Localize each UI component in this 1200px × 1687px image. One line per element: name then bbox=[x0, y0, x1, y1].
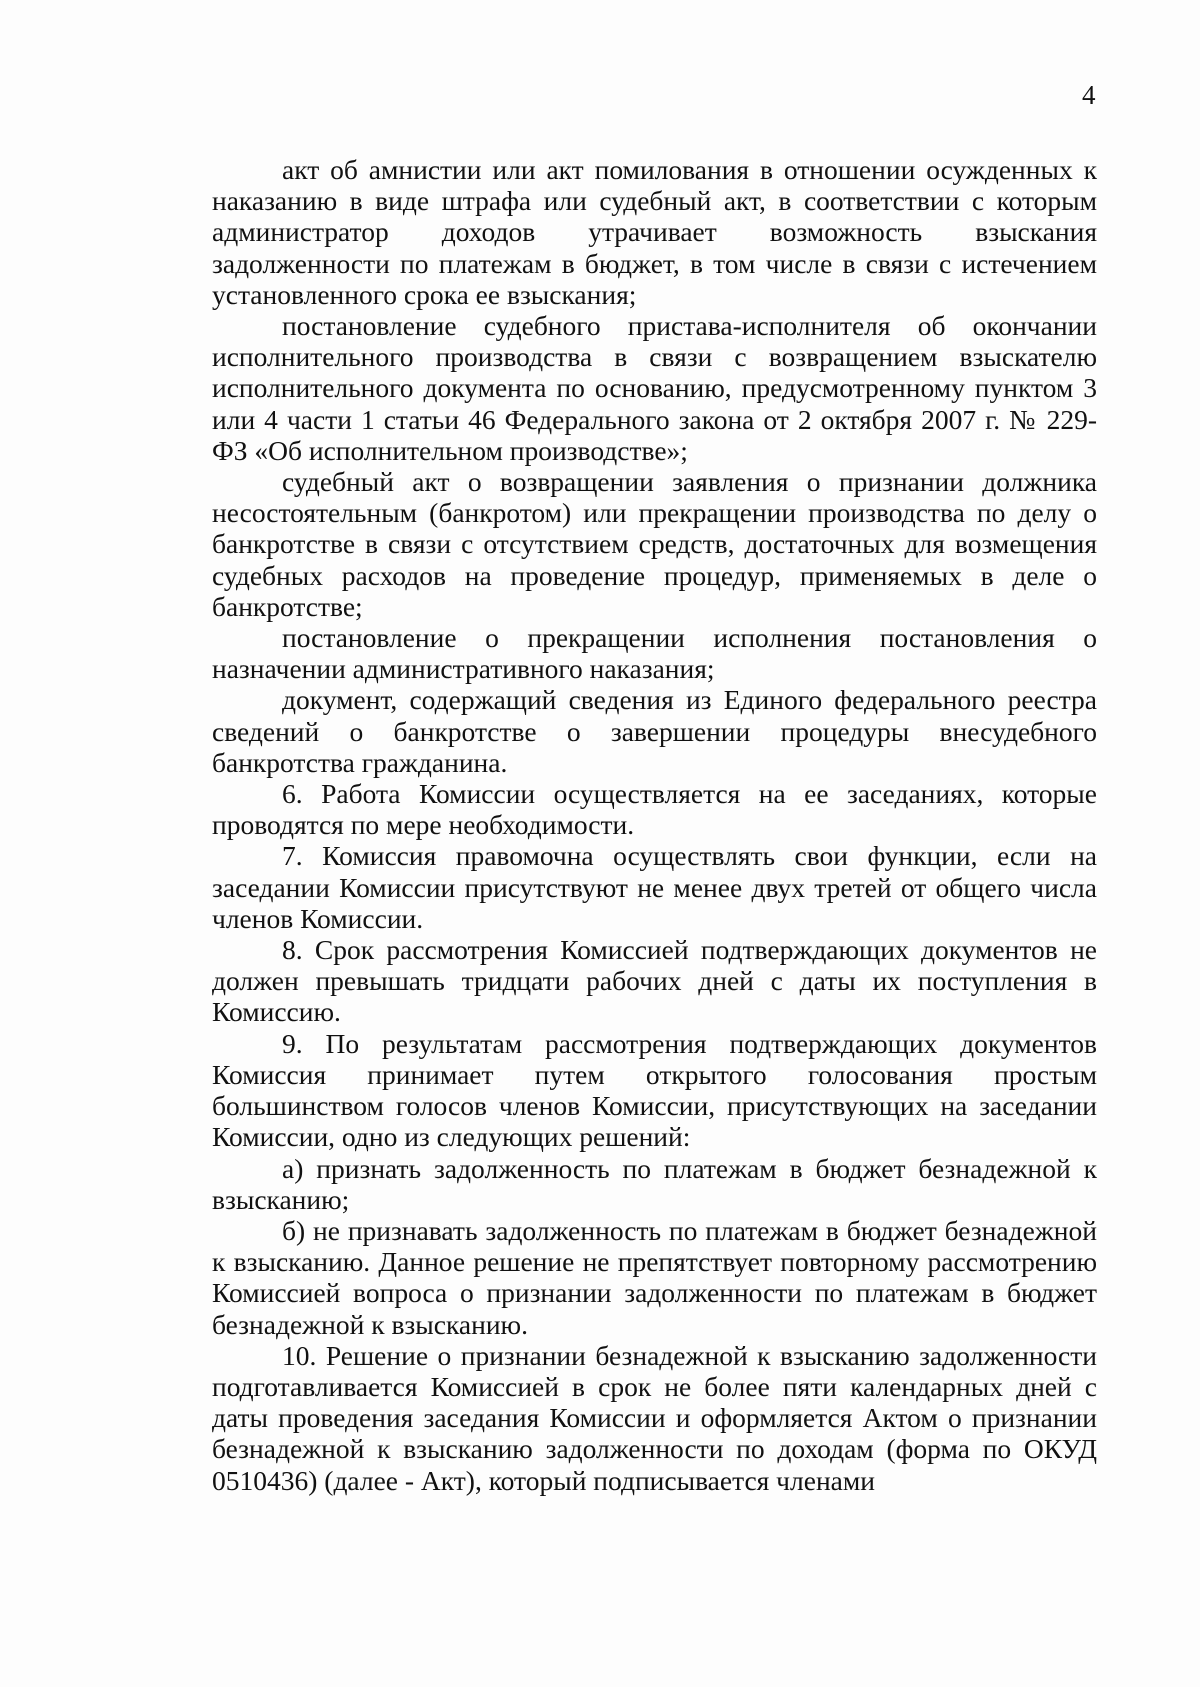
paragraph: судебный акт о возвращении заявления о признании должника несостоятельным (банкротом) или прекращении производства по делу о банкротстве в связи с отсутствием средств, достаточных для возмещения судебных расходов на проведение процедур, применяемых в деле о банкротстве; bbox=[212, 466, 1097, 622]
paragraph: 10. Решение о признании безнадежной к взысканию задолженности подготавливается Комиссией в срок не более пяти календарных дней с даты проведения заседания Комиссии и оформляется Актом о признании безнадежной к взысканию задолженности по доходам (форма по ОКУД 0510436) (далее - Акт), который подписывается членами bbox=[212, 1339, 1097, 1496]
page-number: 4 bbox=[1082, 80, 1096, 110]
paragraph: постановление судебного пристава-исполнителя об окончании исполнительного производства в связи с возвращением взыскателю исполнительного документа по основанию, предусмотренному пунктом 3 или 4 части 1 статьи 46 Федерального закона от 2 октября 2007 г. № 229-ФЗ «Об исполнительном производстве»; bbox=[212, 310, 1097, 466]
paragraph: а) признать задолженность по платежам в бюджет безнадежной к взысканию; bbox=[212, 1152, 1097, 1215]
paragraph: 7. Комиссия правомочна осуществлять свои функции, если на заседании Комиссии присутствуют не менее двух третей от общего числа членов Комиссии. bbox=[212, 840, 1097, 934]
paragraph: 6. Работа Комиссии осуществляется на ее заседаниях, которые проводятся по мере необходимости. bbox=[212, 778, 1097, 841]
document-body bbox=[212, 154, 1097, 1496]
paragraph: 8. Срок рассмотрения Комиссией подтверждающих документов не должен превышать тридцати рабочих дней с даты их поступления в Комиссию. bbox=[212, 934, 1097, 1028]
paragraph: документ, содержащий сведения из Единого федерального реестра сведений о банкротстве о завершении процедуры внесудебного банкротства гражданина. bbox=[212, 684, 1097, 778]
paragraph: постановление о прекращении исполнения постановления о назначении административного наказания; bbox=[212, 622, 1097, 685]
paragraph: б) не признавать задолженность по платежам в бюджет безнадежной к взысканию. Данное решение не препятствует повторному рассмотрению Комиссией вопроса о признании задолженности по платежам в бюджет безнадежной к взысканию. bbox=[212, 1214, 1097, 1340]
paragraph: акт об амнистии или акт помилования в отношении осужденных к наказанию в виде штрафа или судебный акт, в соответствии с которым администратор доходов утрачивает возможность взыскания задолженности по платежам в бюджет, в том числе в связи с истечением установленного срока ее взыскания; bbox=[212, 154, 1097, 310]
paragraph: 9. По результатам рассмотрения подтверждающих документов Комиссия принимает путем открытого голосования простым большинством голосов членов Комиссии, присутствующих на заседании Комиссии, одно из следующих решений: bbox=[212, 1027, 1097, 1153]
